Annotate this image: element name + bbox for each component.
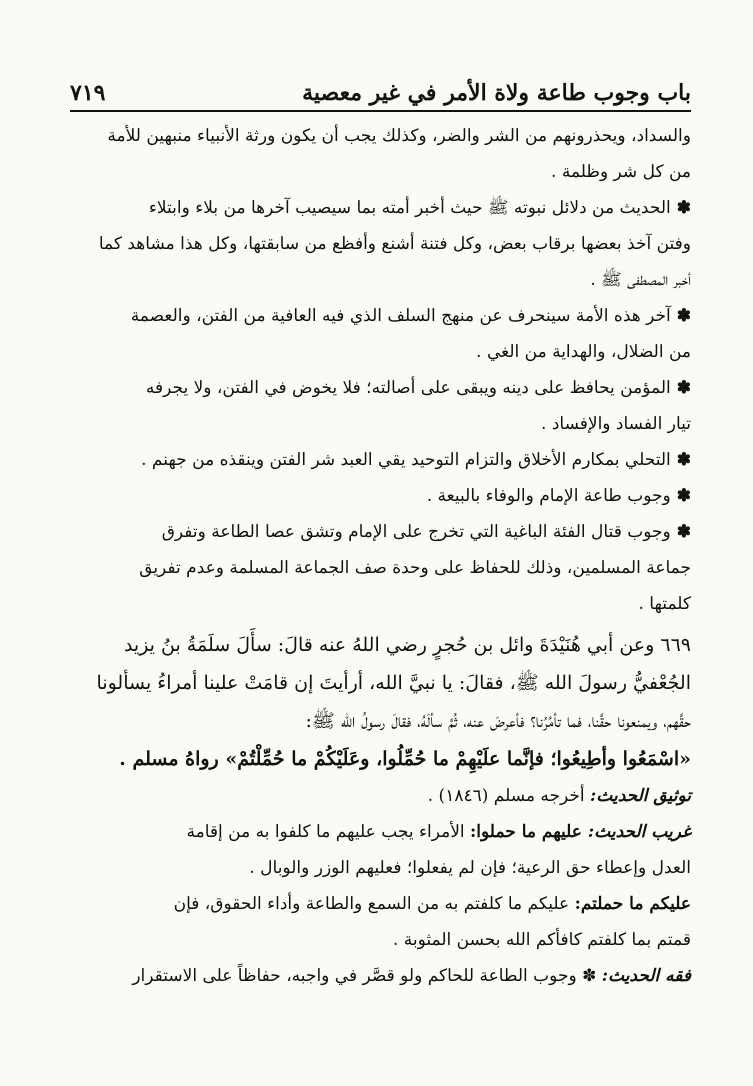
page-number: ٧١٩ <box>70 80 106 106</box>
tawthiq-label: توثيق الحديث: <box>590 786 691 806</box>
bullet-line: المؤمن يحافظ على دينه ويبقى على أصالته؛ فلا يخوض في الفتن، ولا يجرفه <box>145 378 671 398</box>
alaykum-line: عليكم ما كلفتم به من السمع والطاعة وأداء الحقوق، فإن <box>173 894 575 914</box>
bullet-item <box>70 298 691 370</box>
hadith-line: حقَّهم، ويمنعونا حقَّنا، فما تأمُرُنا؟ فأعرضَ عنه، ثُمَّ سألَهُ، فقالَ رسولُ الله ﷺ: <box>305 710 691 732</box>
bullet-line: أخبر المصطفى ﷺ . <box>590 270 691 290</box>
bullet-star-icon: ✽ <box>676 378 691 398</box>
bullet-item <box>70 190 691 298</box>
bullet-line: وفتن آخذ بعضها برقاب بعض، وكل فتنة أشنع وأفظع من سابقتها، وكل هذا مشاهد كما <box>98 234 691 254</box>
page-header <box>70 72 691 112</box>
fiqh-label: فقه الحديث: <box>601 966 691 986</box>
bullet-line: وجوب قتال الفئة الباغية التي تخرج على الإمام وتشق عصا الطاعة وتفرق <box>161 522 671 542</box>
tawthiq-line <box>70 778 691 814</box>
alaykum-section <box>70 886 691 958</box>
bullet-item <box>70 514 691 622</box>
alaykum-line: قمتم بما كلفتم كافأكم الله بحسن المثوبة . <box>392 930 691 950</box>
bullet-line: التحلي بمكارم الأخلاق والتزام التوحيد يقي العبد شر الفتن وينقذه من جهنم . <box>141 450 671 470</box>
gharib-term: عليهم ما حملوا: <box>470 822 588 842</box>
gharib-section <box>70 814 691 886</box>
bullet-star-icon: ✽ <box>676 198 691 218</box>
bullet-line: وجوب طاعة الإمام والوفاء بالبيعة . <box>426 486 671 506</box>
hadith-line: ٦٦٩ وعن أبي هُنَيْدَةَ وائل بن حُجرٍ رضي اللهُ عنه قالَ: سأَلَ سلَمَةُ بنُ يزيد <box>123 634 691 656</box>
hadith-line: الجُعْفيُّ رسولَ الله ﷺ، فقالَ: يا نبيَّ الله، أرأيتَ إن قامَتْ علينا أمراءُ يسألونا <box>96 672 691 694</box>
page-body <box>70 118 691 1066</box>
chapter-title: باب وجوب طاعة ولاة الأمر في غير معصية <box>302 80 691 106</box>
fiqh-line <box>70 958 691 994</box>
bullet-line: الحديث من دلائل نبوته ﷺ حيث أخبر أمته بما سيصيب آخرها من بلاء وابتلاء <box>148 198 671 218</box>
bullet-line: تيار الفساد والإفساد . <box>541 414 691 434</box>
gharib-line: العدل وإعطاء حق الرعية؛ فإن لم يفعلوا؛ فعليهم الوزر والوبال . <box>249 858 691 878</box>
intro-line: والسداد، ويحذرونهم من الشر والضر، وكذلك يجب أن يكون ورثة الأنبياء منبهين للأمة <box>107 126 691 146</box>
bullet-star-icon: ✽ <box>676 306 691 326</box>
gharib-label: غريب الحديث: <box>587 822 691 842</box>
bullet-item <box>70 478 691 514</box>
alaykum-term: عليكم ما حملتم: <box>574 894 691 914</box>
bullet-star-icon: ✽ <box>676 486 691 506</box>
fiqh-text: ✽ وجوب الطاعة للحاكم ولو قصَّر في واجبه، حفاظاً على الاستقرار <box>132 966 602 986</box>
bullet-star-icon: ✽ <box>676 450 691 470</box>
bullet-star-icon: ✽ <box>676 522 691 542</box>
bullet-item <box>70 442 691 478</box>
bullet-line: من الضلال، والهداية من الغي . <box>476 342 691 362</box>
tawthiq-text: أخرجه مسلم (١٨٤٦) . <box>427 786 591 806</box>
bullet-line: آخر هذه الأمة سينحرف عن منهج السلف الذي فيه العافية من الفتن، والعصمة <box>130 306 671 326</box>
hadith-line: «اسْمَعُوا وأطِيعُوا؛ فإنَّما علَيْهِمْ ما حُمِّلُوا، وعَلَيْكُمْ ما حُمِّلْتُمْ» رواهُ مسلم . <box>119 748 691 770</box>
gharib-line: الأمراء يجب عليهم ما كلفوا به من إقامة <box>186 822 471 842</box>
intro-line: من كل شر وظلمة . <box>551 162 691 182</box>
bullet-line: كلمتها . <box>638 594 691 614</box>
bullet-item <box>70 370 691 442</box>
bullet-line: جماعة المسلمين، وذلك للحفاظ على وحدة صف الجماعة المسلمة وعدم تفريق <box>139 558 691 578</box>
hadith-text <box>70 626 691 778</box>
